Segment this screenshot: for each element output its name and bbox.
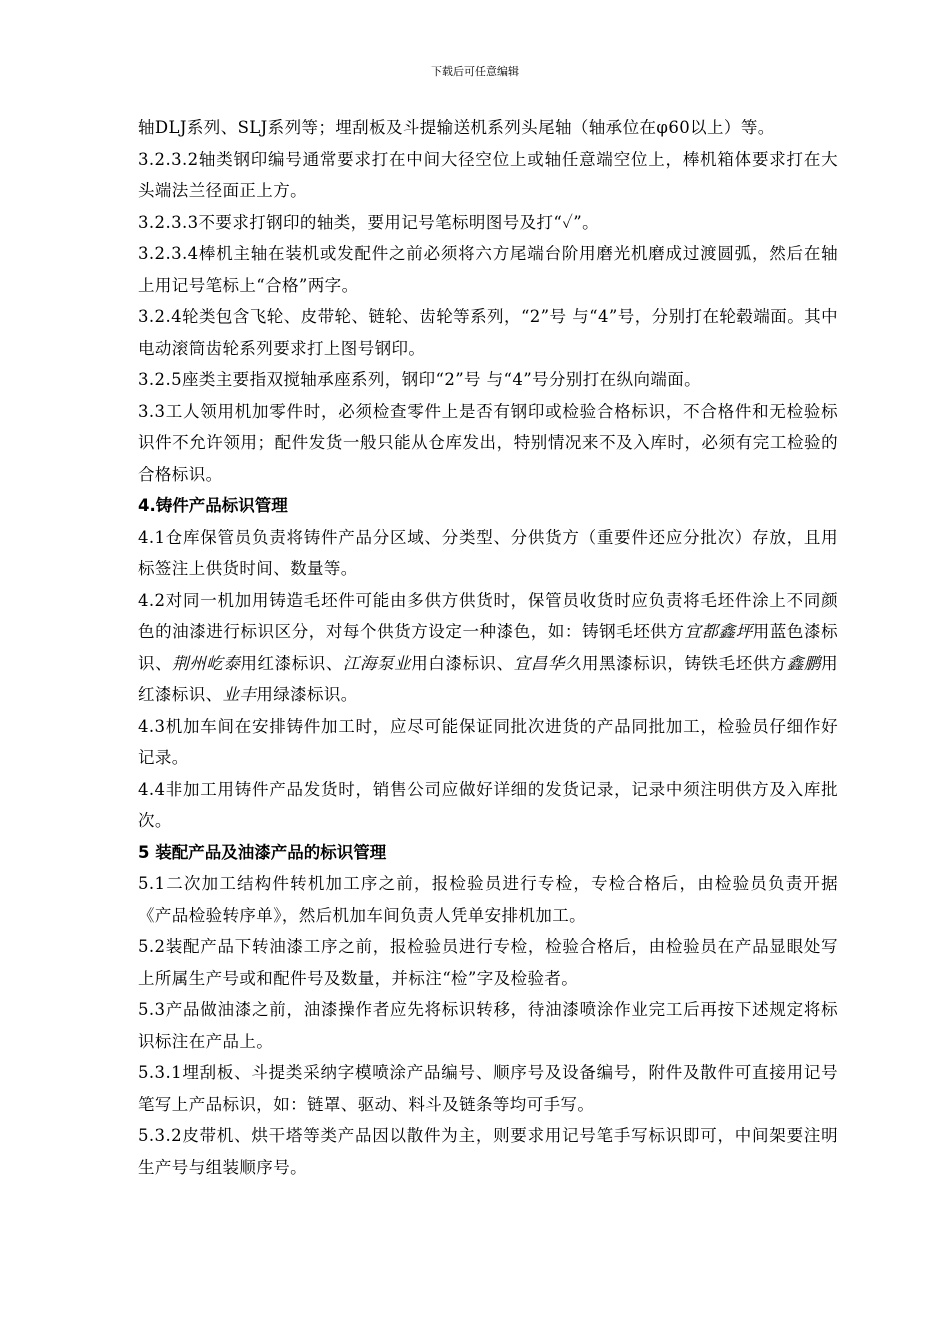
paragraph-4-2-text-2: 用蓝色漆标识、 [138,622,838,673]
paragraph-3-2-3-2: 3.2.3.2轴类钢印编号通常要求打在中间大径空位上或轴任意端空位上，棒机箱体要求打在大头端法兰径面正上方。 [138,149,838,200]
paragraph-4-2-text-7: 用绿漆标识。 [256,685,358,704]
paragraph-4-1: 4.1仓库保管员负责将铸件产品分区域、分类型、分供货方（重要件还应分批次）存放，且用标签注上供货时间、数量等。 [138,527,838,578]
supplier-name: 业丰 [222,685,257,704]
paragraph-4-2-text-1: 4.2对同一机加用铸造毛坯件可能由多供方供货时，保管员收货时应负责将毛坯件涂上不同颜色的油漆进行标识区分，对每个供货方设定一种漆色，如：铸钢毛坯供方 [138,590,838,641]
paragraph-4-4: 4.4非加工用铸件产品发货时，销售公司应做好详细的发货记录，记录中须注明供方及入库批次。 [138,779,838,830]
section-heading-4: 4.铸件产品标识管理 [138,496,288,515]
supplier-name: 江海泵业 [342,653,412,673]
paragraph-3-2-4: 3.2.4轮类包含飞轮、皮带轮、链轮、齿轮等系列，“2”号 与“4”号，分别打在轮毂端面。其中电动滚筒齿轮系列要求打上图号钢印。 [138,307,838,358]
paragraph-4-2-text-3: 用红漆标识、 [240,653,343,673]
paragraph-3-2-3-3: 3.2.3.3不要求打钢印的轴类，要用记号笔标明图号及打“✓”。 [138,212,600,232]
paragraph-4-2-text-4: 用白漆标识、 [411,653,514,673]
paragraph-3-2-3-4: 3.2.3.4棒机主轴在装机或发配件之前必须将六方尾端台阶用磨光机磨成过渡圆弧，然后在轴上用记号笔标上“合格”两字。 [138,244,838,295]
page-header: 下载后可任意编辑 [431,65,519,78]
paragraph-5-3-2: 5.3.2皮带机、烘干塔等类产品因以散件为主，则要求用记号笔手写标识即可，中间架要注明生产号与组装顺序号。 [138,1126,838,1177]
paragraph-4-2 [138,585,838,711]
paragraph-3-3: 3.3工人领用机加零件时，必须检查零件上是否有钢印或检验合格标识，不合格件和无检验标识件不允许领用；配件发货一般只能从仓库发出，特别情况来不及入库时，必须有完工检验的合格标识。 [138,401,838,484]
section-heading-5: 5 装配产品及油漆产品的标识管理 [138,842,387,862]
paragraph-4-3: 4.3机加车间在安排铸件加工时，应尽可能保证同批次进货的产品同批加工，检验员仔细作好记录。 [138,716,838,767]
paragraph-5-3-1: 5.3.1埋刮板、斗提类采纳字模喷涂产品编号、顺序号及设备编号，附件及散件可直接用记号笔写上产品标识，如：链罩、驱动、料斗及链条等均可手写。 [138,1063,838,1114]
supplier-name: 宜昌华久 [513,653,582,673]
paragraph-continuation: 轴DLJ系列、SLJ系列等；埋刮板及斗提输送机系列头尾轴（轴承位在φ60以上）等。 [138,118,775,137]
paragraph-4-2-text-6: 用红漆标识、 [138,653,838,704]
paragraph-5-3: 5.3产品做油漆之前，油漆操作者应先将标识转移，待油漆喷涂作业完工后再按下述规定将标识标注在产品上。 [138,1000,838,1051]
supplier-name: 宜都鑫坪 [684,622,753,641]
supplier-name: 鑫鹏 [786,653,822,673]
paragraph-5-2: 5.2装配产品下转油漆工序之前，报检验员进行专检，检验合格后，由检验员在产品显眼处写上所属生产号或和配件号及数量，并标注“检”字及检验者。 [138,937,838,988]
paragraph-4-2-text-5: 用黑漆标识，铸铁毛坯供方 [582,653,787,673]
paragraph-3-2-5: 3.2.5座类主要指双搅轴承座系列，钢印“2”号 与“4”号分别打在纵向端面。 [138,370,702,389]
document-body [138,112,838,1183]
supplier-name: 荆州屹泰 [172,653,241,673]
paragraph-5-1: 5.1二次加工结构件转机加工序之前，报检验员进行专检，专检合格后，由检验员负责开据《产品检验转序单》，然后机加车间负责人凭单安排机加工。 [138,874,838,925]
